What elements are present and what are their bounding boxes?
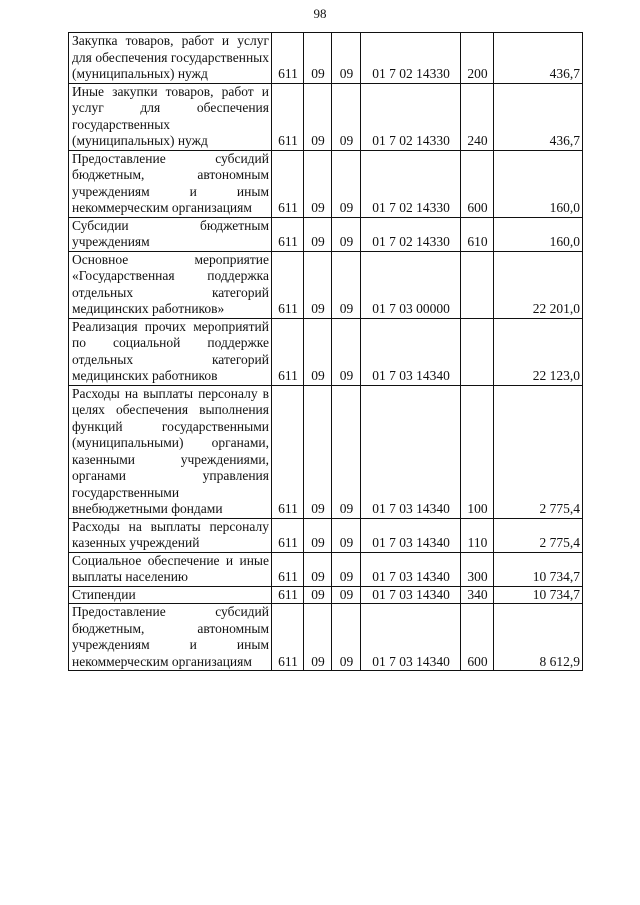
target-article-code: 01 7 02 14330: [361, 150, 461, 217]
subsection-code: 09: [332, 518, 361, 552]
subsection-code: 09: [332, 83, 361, 150]
budget-table: [68, 32, 583, 671]
section-code: 09: [304, 33, 332, 84]
amount: 2 775,4: [494, 385, 583, 518]
amount: 8 612,9: [494, 604, 583, 671]
section-code: 09: [304, 586, 332, 604]
section-code: 09: [304, 518, 332, 552]
target-article-code: 01 7 02 14330: [361, 217, 461, 251]
section-code: 09: [304, 552, 332, 586]
subsection-code: 09: [332, 150, 361, 217]
admin-code: 611: [272, 33, 304, 84]
expense-type-code: 200: [461, 33, 494, 84]
row-description: Субсидии бюджетным учреждениям: [69, 217, 272, 251]
amount: 2 775,4: [494, 518, 583, 552]
row-description: Расходы на выплаты персоналу казенных учреждений: [69, 518, 272, 552]
target-article-code: 01 7 03 14340: [361, 318, 461, 385]
expense-type-code: 100: [461, 385, 494, 518]
row-description: Расходы на выплаты персоналу в целях обеспечения выполнения функций государственными (муниципальными) органами, казенными учреждениями, органами управления государственными внебюджетными фондами: [69, 385, 272, 518]
table-row: [69, 552, 583, 586]
row-description: Предоставление субсидий бюджетным, автономным учреждениям и иным некоммерческим организациям: [69, 150, 272, 217]
expense-type-code: [461, 251, 494, 318]
admin-code: 611: [272, 150, 304, 217]
subsection-code: 09: [332, 552, 361, 586]
admin-code: 611: [272, 83, 304, 150]
section-code: 09: [304, 83, 332, 150]
admin-code: 611: [272, 586, 304, 604]
table-row: [69, 586, 583, 604]
table-row: [69, 251, 583, 318]
admin-code: 611: [272, 518, 304, 552]
subsection-code: 09: [332, 217, 361, 251]
table-row: [69, 604, 583, 671]
amount: 436,7: [494, 33, 583, 84]
target-article-code: 01 7 03 14340: [361, 586, 461, 604]
target-article-code: 01 7 03 14340: [361, 385, 461, 518]
section-code: 09: [304, 251, 332, 318]
section-code: 09: [304, 318, 332, 385]
expense-type-code: 600: [461, 604, 494, 671]
table-row: [69, 83, 583, 150]
budget-table-body: [69, 33, 583, 671]
amount: 10 734,7: [494, 552, 583, 586]
section-code: 09: [304, 150, 332, 217]
row-description: Предоставление субсидий бюджетным, автономным учреждениям и иным некоммерческим организациям: [69, 604, 272, 671]
admin-code: 611: [272, 385, 304, 518]
target-article-code: 01 7 02 14330: [361, 33, 461, 84]
row-description: Основное мероприятие «Государственная поддержка отдельных категорий медицинских работников»: [69, 251, 272, 318]
row-description: Иные закупки товаров, работ и услуг для обеспечения государственных (муниципальных) нужд: [69, 83, 272, 150]
subsection-code: 09: [332, 33, 361, 84]
table-row: [69, 150, 583, 217]
section-code: 09: [304, 217, 332, 251]
subsection-code: 09: [332, 385, 361, 518]
admin-code: 611: [272, 552, 304, 586]
page-number: 98: [313, 6, 327, 21]
section-code: 09: [304, 604, 332, 671]
target-article-code: 01 7 03 14340: [361, 604, 461, 671]
admin-code: 611: [272, 318, 304, 385]
expense-type-code: 340: [461, 586, 494, 604]
amount: 22 123,0: [494, 318, 583, 385]
subsection-code: 09: [332, 251, 361, 318]
row-description: Закупка товаров, работ и услуг для обеспечения государственных (муниципальных) нужд: [69, 33, 272, 84]
admin-code: 611: [272, 217, 304, 251]
amount: 10 734,7: [494, 586, 583, 604]
table-row: [69, 318, 583, 385]
amount: 436,7: [494, 83, 583, 150]
target-article-code: 01 7 02 14330: [361, 83, 461, 150]
expense-type-code: 600: [461, 150, 494, 217]
admin-code: 611: [272, 251, 304, 318]
target-article-code: 01 7 03 14340: [361, 552, 461, 586]
expense-type-code: [461, 318, 494, 385]
expense-type-code: 240: [461, 83, 494, 150]
expense-type-code: 110: [461, 518, 494, 552]
row-description: Стипендии: [69, 586, 272, 604]
target-article-code: 01 7 03 00000: [361, 251, 461, 318]
amount: 160,0: [494, 150, 583, 217]
section-code: 09: [304, 385, 332, 518]
row-description: Реализация прочих мероприятий по социальной поддержке отдельных категорий медицинских работников: [69, 318, 272, 385]
table-row: [69, 217, 583, 251]
subsection-code: 09: [332, 318, 361, 385]
amount: 22 201,0: [494, 251, 583, 318]
expense-type-code: 300: [461, 552, 494, 586]
table-row: [69, 518, 583, 552]
expense-type-code: 610: [461, 217, 494, 251]
admin-code: 611: [272, 604, 304, 671]
amount: 160,0: [494, 217, 583, 251]
table-row: [69, 385, 583, 518]
table-row: [69, 33, 583, 84]
subsection-code: 09: [332, 586, 361, 604]
subsection-code: 09: [332, 604, 361, 671]
target-article-code: 01 7 03 14340: [361, 518, 461, 552]
row-description: Социальное обеспечение и иные выплаты населению: [69, 552, 272, 586]
